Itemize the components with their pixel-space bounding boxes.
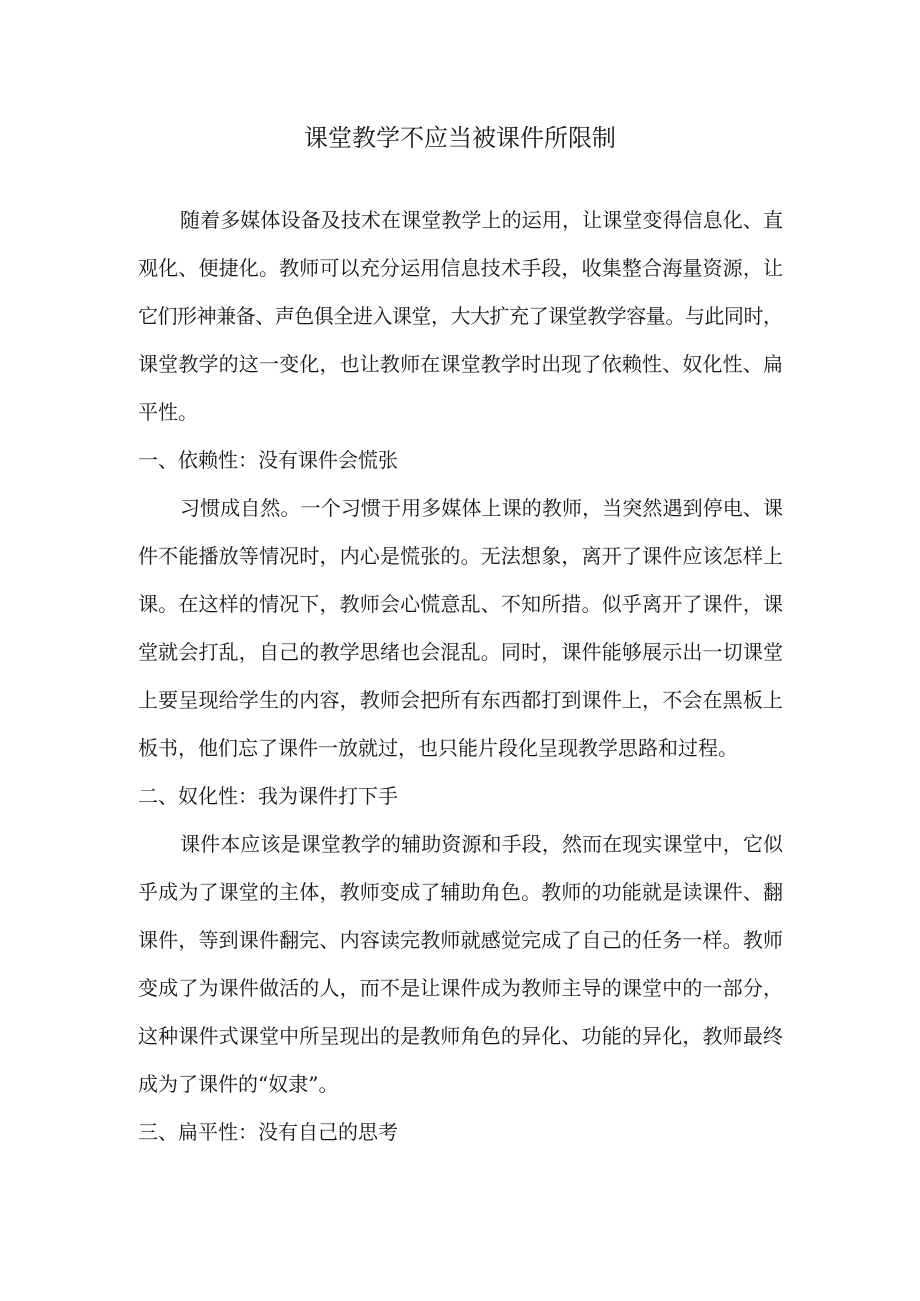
section-flatness: [138, 1108, 783, 1156]
intro-paragraph: [138, 196, 783, 436]
section-paragraph: [138, 820, 783, 1108]
section-heading: 二、奴化性：我为课件打下手: [138, 784, 398, 808]
text-line: 课堂教学的这一变化，也让教师在课堂教学时出现了依赖性、奴化性、扁: [138, 352, 784, 376]
section-heading: 一、依赖性：没有课件会慌张: [138, 448, 398, 472]
text-line: 随着多媒体设备及技术在课堂教学上的运用，让课堂变得信息化、直: [180, 208, 784, 232]
section-paragraph: [138, 484, 783, 772]
text-line: 这种课件式课堂中所呈现出的是教师角色的异化、功能的异化，教师最终: [138, 1024, 784, 1048]
text-line: 课。在这样的情况下，教师会心慌意乱、不知所措。似乎离开了课件，课: [138, 592, 784, 616]
text-line: 课件本应该是课堂教学的辅助资源和手段，然而在现实课堂中，它似: [180, 832, 784, 856]
text-line: 堂就会打乱，自己的教学思绪也会混乱。同时，课件能够展示出一切课堂: [138, 640, 784, 664]
section-heading: 三、扁平性：没有自己的思考: [138, 1120, 398, 1144]
text-line: 它们形神兼备、声色俱全进入课堂，大大扩充了课堂教学容量。与此同时，: [138, 304, 783, 328]
text-line: 上要呈现给学生的内容，教师会把所有东西都打到课件上，不会在黑板上: [138, 688, 784, 712]
text-line: 习惯成自然。一个习惯于用多媒体上课的教师，当突然遇到停电、课: [180, 496, 784, 520]
text-line: 变成了为课件做活的人，而不是让课件成为教师主导的课堂中的一部分，: [138, 976, 784, 1000]
text-line: 观化、便捷化。教师可以充分运用信息技术手段，收集整合海量资源，让: [138, 256, 784, 280]
text-line: 平性。: [138, 400, 198, 424]
text-line: 件不能播放等情况时，内心是慌张的。无法想象，离开了课件应该怎样上: [138, 544, 784, 568]
document-body: [138, 196, 783, 1156]
text-line: 成为了课件的“奴隶”。: [138, 1072, 339, 1096]
text-line: 板书，他们忘了课件一放就过，也只能片段化呈现教学思路和过程。: [138, 736, 738, 760]
section-dependency: [138, 436, 783, 772]
text-line: 课件，等到课件翻完、内容读完教师就感觉完成了自己的任务一样。教师: [138, 928, 784, 952]
page-title: 课堂教学不应当被课件所限制: [304, 124, 616, 152]
text-line: 乎成为了课堂的主体，教师变成了辅助角色。教师的功能就是读课件、翻: [138, 880, 784, 904]
section-servility: [138, 772, 783, 1108]
